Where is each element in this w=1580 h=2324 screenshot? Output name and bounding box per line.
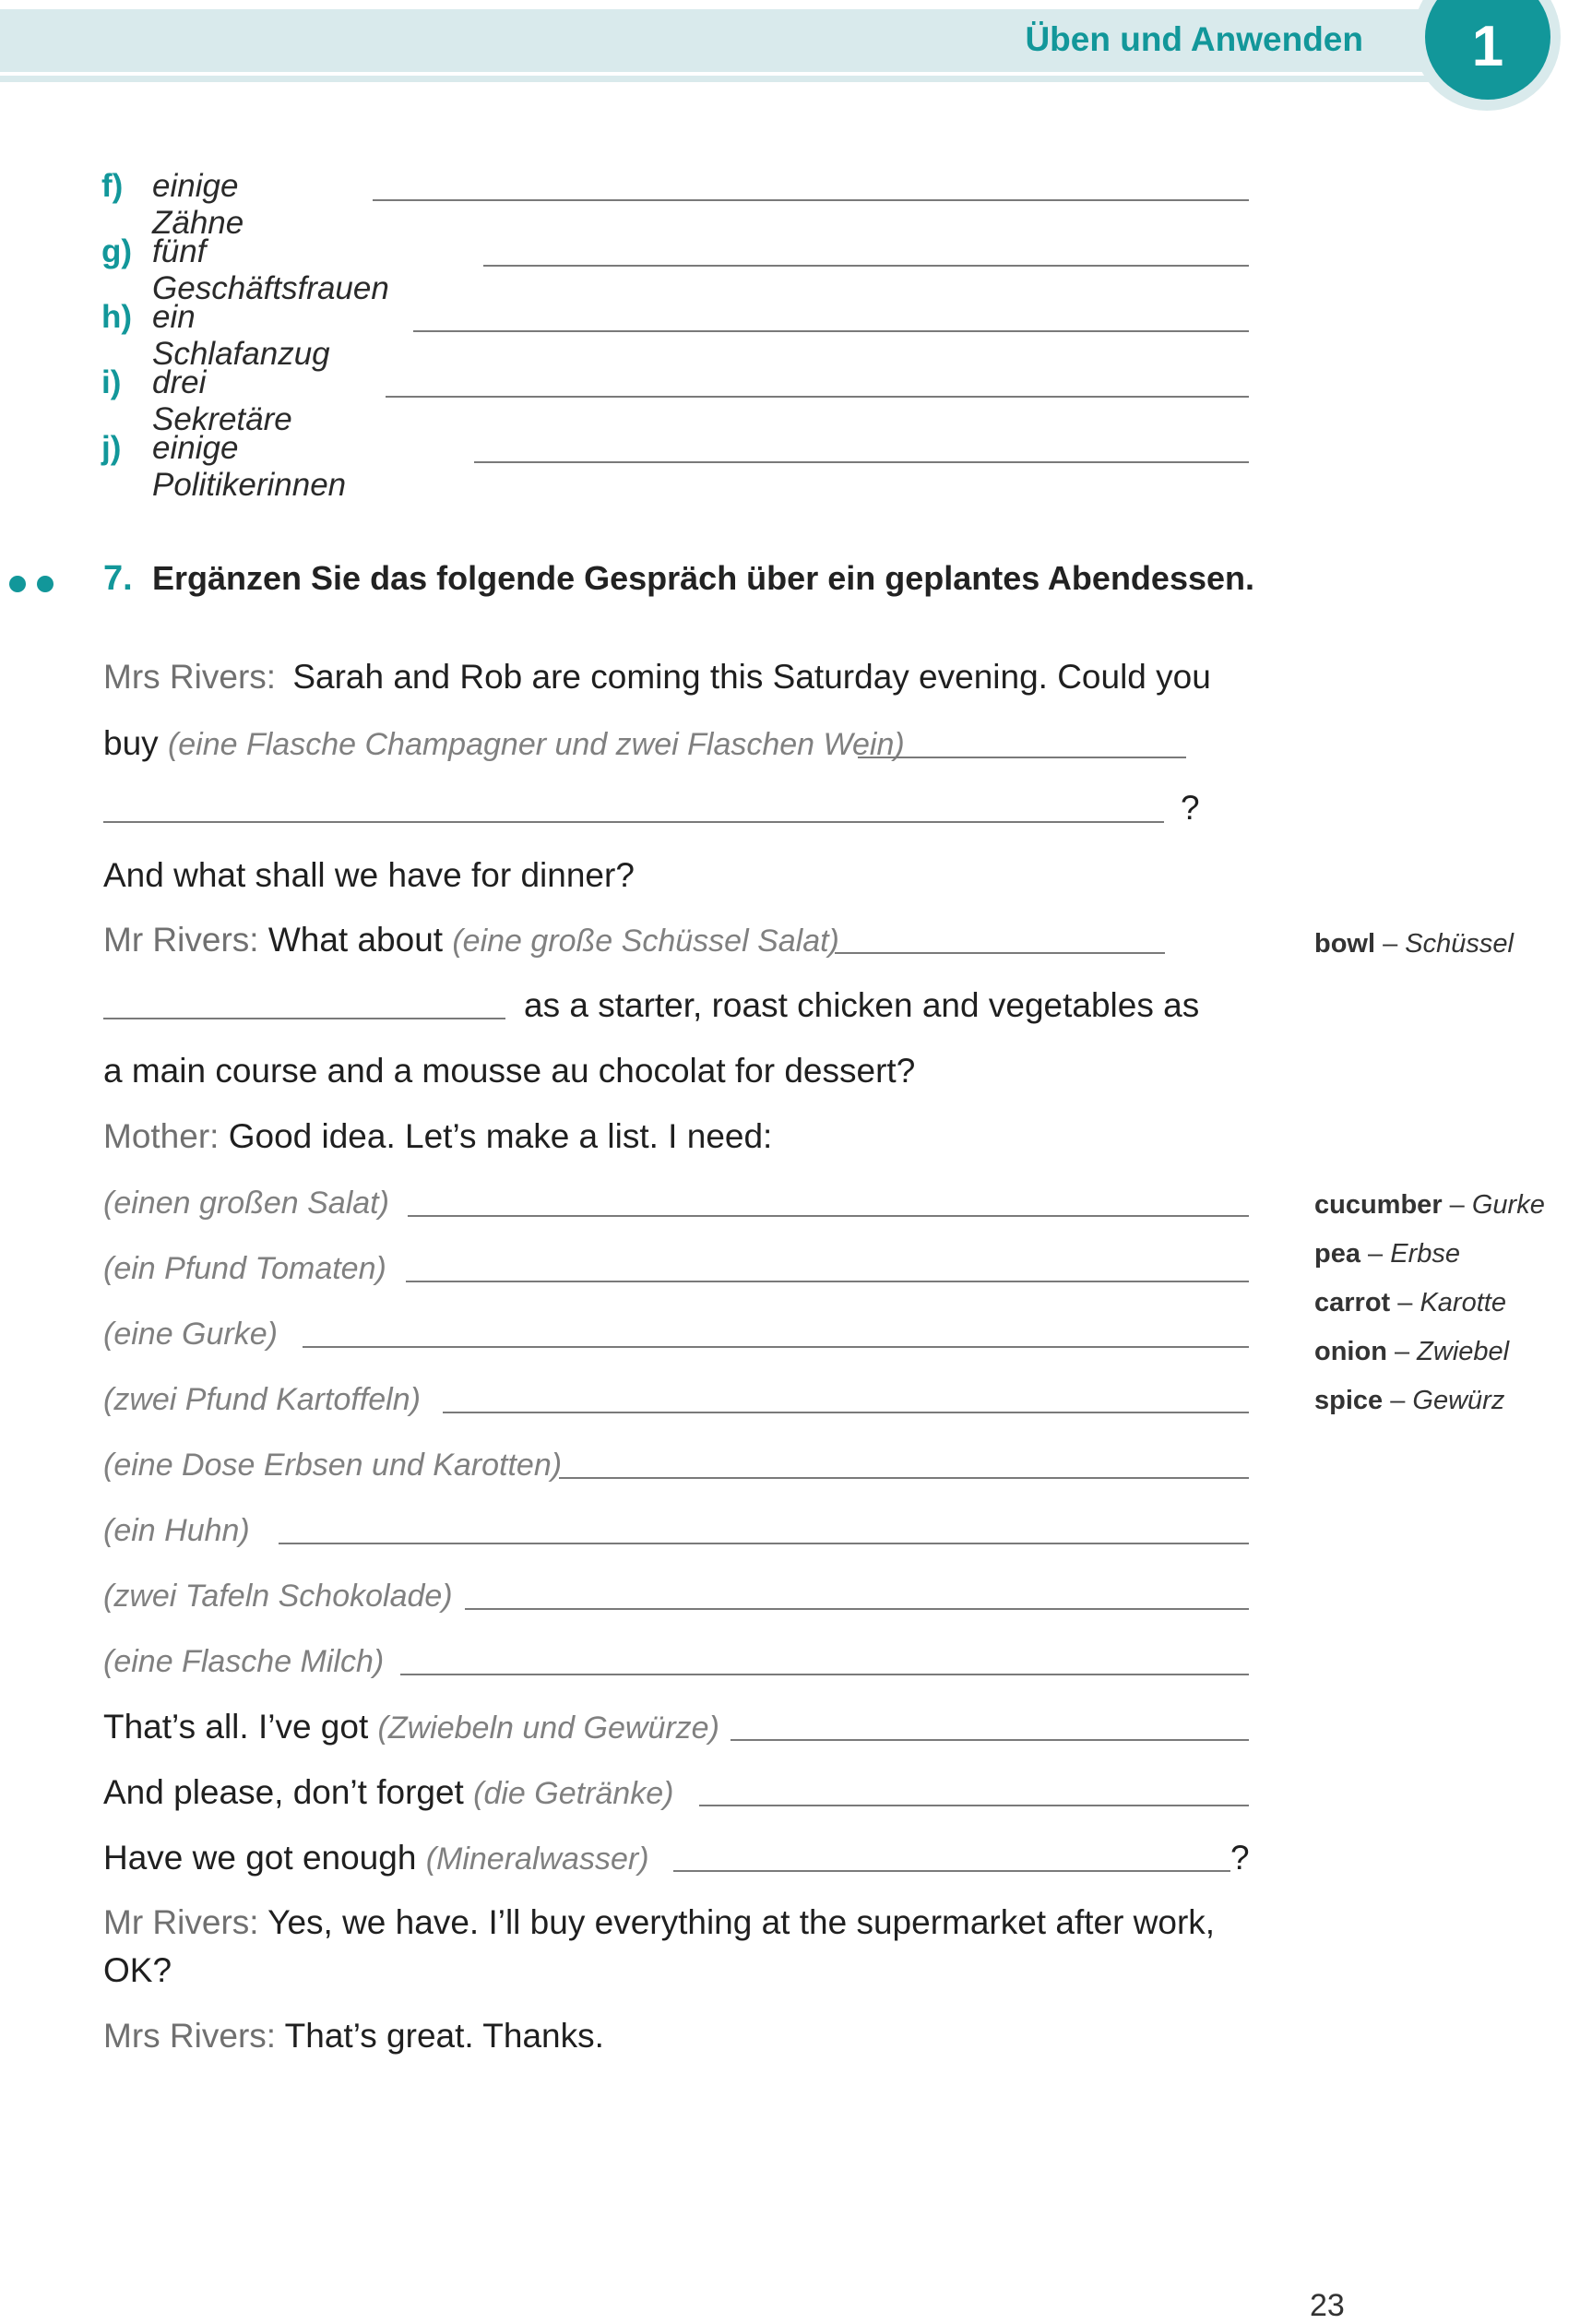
dialogue-line [103,1773,673,1812]
glossary-entry [1314,1288,1506,1318]
item-text: einige Politikerinnen [152,430,347,503]
glossary-separator: – [1375,929,1406,959]
shopping-hint: (ein Pfund Tomaten) [103,1251,386,1286]
answer-line[interactable] [699,1805,1249,1806]
dialogue-line [103,658,1211,697]
dialogue-text: That’s all. I’ve got [103,1708,369,1746]
item-letter: g) [101,233,133,269]
dialogue-text: And what shall we have for dinner? [103,856,635,894]
speaker: Mrs Rivers: [103,2017,277,2055]
item-text: einige Zähne [152,168,244,241]
item-text: drei Sekretäre [152,364,292,437]
answer-line[interactable] [443,1412,1249,1413]
item-text: ein Schlafanzug [152,299,330,372]
dialogue-text: Good idea. Let’s make a list. I need: [228,1117,773,1155]
glossary-term: carrot [1314,1288,1391,1317]
dialogue-text: Yes, we have. I’ll buy everything at the supermarket after work, [267,1903,1216,1941]
dialogue-line [103,1117,772,1156]
answer-line[interactable] [400,1674,1249,1675]
glossary-term: pea [1314,1239,1360,1269]
dialogue-line [103,921,839,959]
speaker: Mrs Rivers: [103,658,277,696]
dialogue-text: Sarah and Rob are coming this Saturday evening. Could you [292,658,1211,696]
glossary-entry [1314,929,1514,959]
glossary-entry [1314,1386,1504,1416]
answer-line[interactable] [406,1281,1249,1282]
dialogue-text: a main course and a mousse au chocolat for dessert? [103,1052,916,1090]
glossary-separator: – [1360,1239,1391,1269]
item-letter: f) [101,168,124,204]
answer-line[interactable] [408,1215,1249,1217]
dialogue-text: That’s great. Thanks. [284,2017,604,2055]
glossary-term: spice [1314,1386,1384,1415]
dialogue-text: OK? [103,1951,172,1989]
hint-text: (eine Flasche Champagner und zwei Flaschen Wein) [167,727,905,762]
answer-line[interactable] [858,757,1186,758]
glossary-translation: Karotte [1420,1288,1506,1317]
glossary-translation: Schüssel [1405,929,1514,959]
answer-line[interactable] [835,952,1165,954]
item-letter: h) [101,299,133,335]
glossary-translation: Gewürz [1412,1386,1505,1415]
exercise-title: Ergänzen Sie das folgende Gespräch über ein geplantes Abendessen. [152,559,1254,597]
item-letter: j) [101,430,122,466]
shopping-hint: (zwei Pfund Kartoffeln) [103,1382,421,1417]
glossary-entry [1314,1190,1545,1221]
dialogue-text: Have we got enough [103,1839,417,1877]
glossary-entry [1314,1337,1509,1367]
answer-line[interactable] [474,461,1249,463]
glossary-term: cucumber [1314,1190,1443,1220]
dialogue-line [103,1839,649,1877]
answer-line[interactable] [103,1018,505,1019]
glossary-term: onion [1314,1337,1387,1366]
answer-line[interactable] [731,1739,1249,1741]
answer-line[interactable] [465,1608,1249,1610]
question-mark: ? [1230,1839,1250,1877]
hint-text: (eine große Schüssel Salat) [452,924,839,959]
dialogue-text: And please, don’t forget [103,1773,464,1811]
section-title: Üben und Anwenden [1025,20,1363,58]
answer-line[interactable] [673,1870,1230,1872]
hint-text: (Mineralwasser) [425,1841,649,1877]
dialogue-line [103,1708,719,1746]
shopping-hint: (eine Flasche Milch) [103,1644,385,1679]
shopping-hint: (eine Gurke) [103,1317,278,1352]
glossary-separator: – [1386,1337,1418,1366]
glossary-term: bowl [1314,929,1376,959]
item-text: fünf Geschäftsfrauen [152,233,389,306]
dialogue-text: What about [267,921,444,959]
answer-line[interactable] [559,1477,1249,1479]
answer-line[interactable] [483,265,1249,267]
answer-line[interactable] [303,1346,1249,1348]
glossary-separator: – [1442,1190,1472,1220]
shopping-hint: (ein Huhn) [103,1513,250,1548]
glossary-translation: Gurke [1471,1190,1545,1220]
answer-line[interactable] [279,1543,1249,1544]
item-letter: i) [101,364,122,400]
shopping-hint: (eine Dose Erbsen und Karotten) [103,1448,563,1483]
dialogue-text: buy [103,724,159,762]
shopping-hint: (einen großen Salat) [103,1186,389,1221]
hint-text: (die Getränke) [473,1776,674,1811]
exercise-number: 7. [103,559,133,598]
glossary-translation: Zwiebel [1417,1337,1510,1366]
speaker: Mother: [103,1117,220,1155]
answer-line[interactable] [103,821,1164,823]
glossary-separator: – [1383,1386,1413,1415]
hint-text: (Zwiebeln und Gewürze) [377,1710,719,1746]
dialogue-line [103,2017,604,2056]
glossary-translation: Erbse [1390,1239,1460,1269]
difficulty-dots-icon [9,576,65,597]
answer-line[interactable] [413,330,1249,332]
speaker: Mr Rivers: [103,1903,259,1941]
page-number: 23 [1310,2288,1345,2323]
shopping-hint: (zwei Tafeln Schokolade) [103,1579,453,1614]
header-rule [0,76,1439,82]
glossary-separator: – [1390,1288,1420,1317]
dialogue-line [103,1903,1215,1942]
answer-line[interactable] [386,396,1249,398]
answer-line[interactable] [373,199,1249,201]
dialogue-line [103,724,905,763]
speaker: Mr Rivers: [103,921,259,959]
glossary-entry [1314,1239,1460,1269]
question-mark: ? [1181,789,1200,827]
chapter-badge: 1 [1425,0,1550,100]
dialogue-text: as a starter, roast chicken and vegetables as [524,986,1200,1024]
